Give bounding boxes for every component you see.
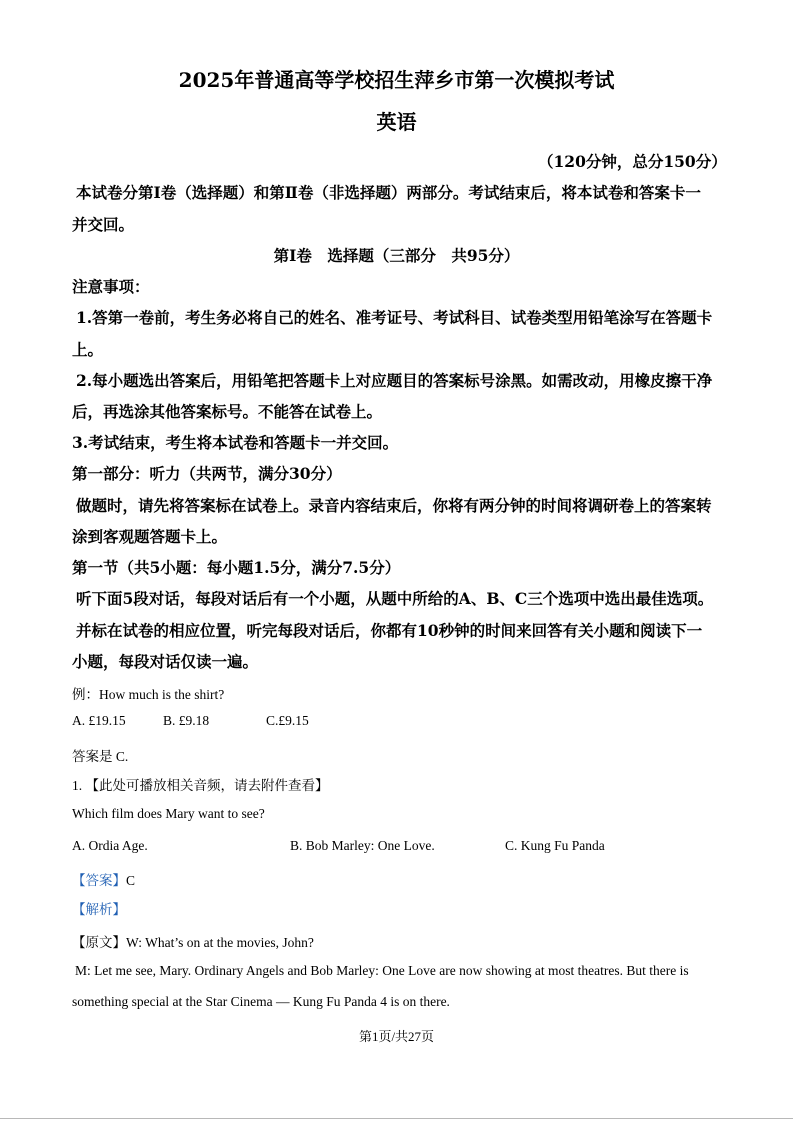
example-option-c: C.£9.15 [266, 713, 309, 728]
analysis-label: 【解析】 [72, 902, 126, 917]
example-option-b: B. £9.18 [163, 713, 210, 728]
page-number: 第1页/共27页 [358, 1029, 435, 1044]
notice-item-1-line-1: 1.答第一卷前，考生务必将自己的姓名、准考证号、考试科目、试卷类型用铅笔涂写在答题卡 [76, 308, 713, 327]
example-option-a: A. £19.15 [72, 713, 126, 728]
bottom-divider [0, 1118, 793, 1119]
transcript-w-text: W: What’s on at the movies, John? [126, 935, 314, 950]
answer-value: C [126, 873, 136, 888]
part-1-heading: 第一部分：听力（共两节，满分30分） [72, 464, 342, 483]
section-1-line-1: 听下面5段对话，每段对话后有一个小题，从题中所给的A、B、C三个选项中选出最佳选项。 [76, 589, 714, 608]
question-1-audio-note[interactable]: 1. 【此处可播放相关音频，请去附件查看】 [72, 778, 329, 793]
answer-label: 【答案】 [72, 873, 126, 888]
question-1-text: Which film does Mary want to see? [72, 806, 265, 821]
example-answer: 答案是 C. [72, 749, 129, 764]
part-1-instruction-line-2: 涂到客观题答题卡上。 [72, 527, 228, 546]
subject-title: 英语 [376, 110, 417, 134]
notice-item-2-line-2: 后，再选涂其他答案标号。不能答在试卷上。 [72, 402, 383, 421]
notice-heading: 注意事项： [72, 277, 150, 296]
section-1-line-2: 并标在试卷的相应位置，听完每段对话后，你都有10秒钟的时间来回答有关小题和阅读下一 [76, 621, 703, 640]
intro-line-1: 本试卷分第Ⅰ卷（选择题）和第Ⅱ卷（非选择题）两部分。考试结束后，将本试卷和答案卡一 [76, 183, 701, 202]
example-question: 例：How much is the shirt? [72, 687, 225, 702]
section-1-heading: 第一节（共5小题：每小题1.5分，满分7.5分） [72, 558, 401, 577]
time-score: （120分钟，总分150分） [538, 152, 727, 171]
intro-line-2: 并交回。 [72, 215, 135, 234]
section-1-title: 第Ⅰ卷 选择题（三部分 共95分） [273, 246, 520, 265]
section-1-line-3: 小题，每段对话仅读一遍。 [72, 652, 259, 671]
notice-item-1-line-2: 上。 [72, 340, 104, 359]
question-1-option-a: A. Ordia Age. [72, 838, 148, 853]
notice-item-2-line-1: 2.每小题选出答案后，用铅笔把答题卡上对应题目的答案标号涂黑。如需改动，用橡皮擦干净 [76, 371, 713, 390]
original-label: 【原文】 [72, 935, 126, 950]
exam-title: 2025年普通高等学校招生萍乡市第一次模拟考试 [178, 68, 615, 92]
notice-item-3: 3.考试结束，考生将本试卷和答题卡一并交回。 [72, 433, 399, 452]
question-1-option-b: B. Bob Marley: One Love. [290, 838, 435, 853]
part-1-instruction-line-1: 做题时，请先将答案标在试卷上。录音内容结束后，你将有两分钟的时间将调研卷上的答案转 [76, 496, 712, 515]
transcript-m-line-1: M: Let me see, Mary. Ordinary Angels and Bob Marley: One Love are now showing at most theatres. But there is [75, 963, 689, 978]
answer-row [72, 869, 135, 889]
transcript-w [72, 931, 314, 951]
transcript-m-line-2: something special at the Star Cinema — Kung Fu Panda 4 is on there. [72, 994, 450, 1009]
question-1-option-c: C. Kung Fu Panda [505, 838, 605, 853]
